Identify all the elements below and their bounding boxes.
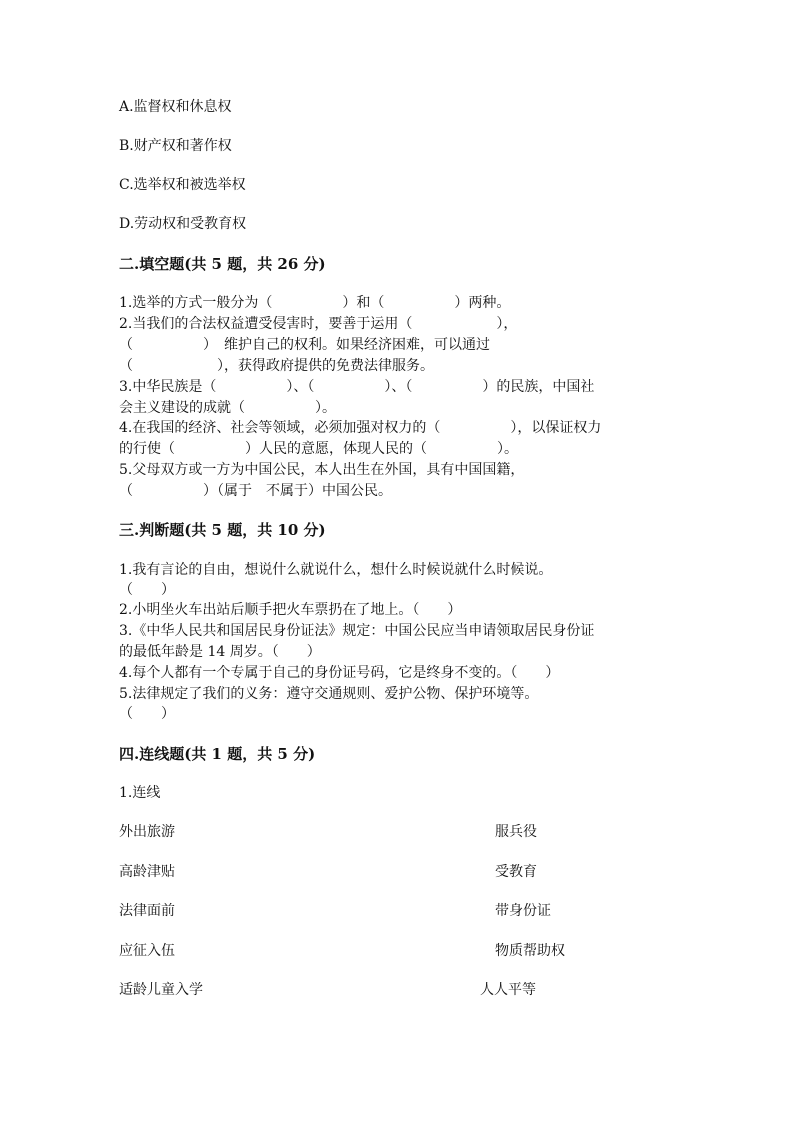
match-left-item: 适龄儿童入学 — [119, 982, 203, 998]
question-line: 的最低年龄是 14 周岁。（ ） — [119, 644, 321, 660]
question-line: （ ） — [119, 582, 175, 598]
question-line: 2.小明坐火车出站后顺手把火车票扔在了地上。（ ） — [119, 602, 462, 618]
match-right-item: 受教育 — [495, 864, 537, 880]
question-line: 3.中华民族是（ ）、（ ）、（ ）的民族，中国社 — [119, 379, 595, 395]
section-heading-true-false: 三.判断题(共 5 题，共 10 分) — [119, 521, 326, 539]
question-line: 2.当我们的合法权益遭受侵害时，要善于运用（ ）， — [119, 316, 518, 332]
question-line: （ ）（属于 不属于）中国公民。 — [119, 483, 392, 499]
question-line: 1.选举的方式一般分为（ ）和（ ）两种。 — [119, 295, 511, 311]
section-heading-matching: 四.连线题(共 1 题，共 5 分) — [119, 745, 316, 763]
question-line: （ ） — [119, 706, 175, 722]
match-left-item: 外出旅游 — [119, 824, 175, 840]
match-right-item: 服兵役 — [495, 824, 537, 840]
question-line: 5.法律规定了我们的义务：遵守交通规则、爱护公物、保护环境等。 — [119, 686, 539, 702]
question-line: 1.我有言论的自由，想说什么就说什么，想什么时候说就什么时候说。 — [119, 562, 553, 578]
choice-d: D.劳动权和受教育权 — [119, 216, 247, 232]
choice-b: B.财产权和著作权 — [119, 138, 232, 154]
match-right-item: 人人平等 — [480, 982, 536, 998]
question-line: 4.每个人都有一个专属于自己的身份证号码，它是终身不变的。（ ） — [119, 665, 560, 681]
question-line: 4.在我国的经济、社会等领域，必须加强对权力的（ ），以保证权力 — [119, 420, 602, 436]
match-right-item: 物质帮助权 — [495, 943, 565, 959]
question-line: 3.《中华人民共和国居民身份证法》规定：中国公民应当申请领取居民身份证 — [119, 623, 595, 639]
question-line: （ ） 维护自己的权利。如果经济困难，可以通过 — [119, 337, 490, 353]
question-line: 5.父母双方或一方为中国公民，本人出生在外国，具有中国国籍， — [119, 462, 525, 478]
question-line: 的行使（ ）人民的意愿，体现人民的（ ）。 — [119, 441, 518, 457]
match-right-item: 带身份证 — [495, 903, 551, 919]
matching-question: 1.连线 — [119, 785, 161, 801]
match-left-item: 应征入伍 — [119, 943, 175, 959]
question-line: （ ），获得政府提供的免费法律服务。 — [119, 358, 434, 374]
question-line: 会主义建设的成就（ ）。 — [119, 400, 336, 416]
choice-a: A.监督权和休息权 — [119, 99, 232, 115]
section-heading-fill-blank: 二.填空题(共 5 题，共 26 分) — [119, 255, 326, 273]
match-left-item: 法律面前 — [119, 903, 175, 919]
match-left-item: 高龄津贴 — [119, 864, 175, 880]
choice-c: C.选举权和被选举权 — [119, 177, 246, 193]
